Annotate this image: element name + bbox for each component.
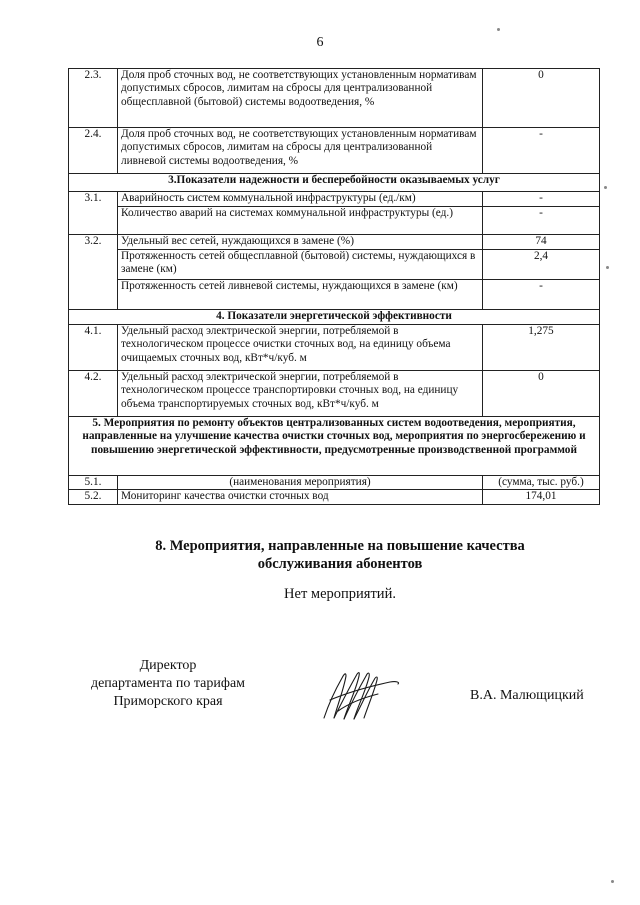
row-text: Доля проб сточных вод, не соответствующих установленным нормативам допустимых сбросов, лимитам на сбросы для централизованной общесплавной (бытовой) системы водоотведения, % [118,69,483,128]
row-value: - [483,280,600,310]
table-row [69,69,600,128]
row-value: 174,01 [483,490,600,504]
row-number: 3.2. [69,235,118,310]
row-value: - [483,207,600,235]
scan-speck [497,28,500,31]
section-row [69,417,600,476]
row-value: 0 [483,371,600,417]
signer-name: В.А. Малющицкий [470,688,584,703]
signer-title-line1: Директор [139,658,197,673]
section8-heading-line1: 8. Мероприятия, направленные на повышение качества [155,538,525,554]
row-text: Удельный вес сетей, нуждающихся в замене (%) [118,235,483,250]
row-text: (наименования мероприятия) [118,476,483,490]
table-row [69,371,600,417]
table-row [69,476,600,490]
section-row [69,310,600,325]
row-text: Удельный расход электрической энергии, потребляемой в технологическом процессе транспортировки сточных вод, на единицу объема транспортируемых сточных вод, кВт*ч/куб. м [118,371,483,417]
indicators-table [68,68,600,505]
row-text: Аварийность систем коммунальной инфраструктуры (ед./км) [118,192,483,207]
row-text: Протяженность сетей ливневой системы, нуждающихся в замене (км) [118,280,483,310]
section-heading: 3.Показатели надежности и бесперебойности оказываемых услуг [69,174,600,192]
row-value: (сумма, тыс. руб.) [483,476,600,490]
table-row [69,250,600,280]
row-text: Количество аварий на системах коммунальной инфраструктуры (ед.) [118,207,483,235]
handwritten-signature [318,664,404,724]
table-row [69,490,600,504]
row-number: 4.2. [69,371,118,417]
signer-title [48,657,288,711]
table-row [69,192,600,207]
row-number: 2.3. [69,69,118,128]
row-value: - [483,192,600,207]
section-heading: 4. Показатели энергетической эффективности [69,310,600,325]
row-value: 0 [483,69,600,128]
row-number: 4.1. [69,325,118,371]
section8-body: Нет мероприятий. [284,586,396,602]
table-row [69,280,600,310]
scan-speck [604,186,607,189]
row-value: - [483,128,600,174]
row-number: 2.4. [69,128,118,174]
table-row [69,207,600,235]
section-row [69,174,600,192]
row-text: Протяженность сетей общесплавной (бытовой) системы, нуждающихся в замене (км) [118,250,483,280]
section8-heading-line2: обслуживания абонентов [257,556,423,572]
row-number: 5.1. [69,476,118,490]
row-text: Удельный расход электрической энергии, потребляемой в технологическом процессе очистки сточных вод, на единицу объема очищаемых сточных вод, кВт*ч/куб. м [118,325,483,371]
row-text: Доля проб сточных вод, не соответствующих установленным нормативам допустимых сбросов, лимитам на сбросы для централизованной ливневой системы водоотведения, % [118,128,483,174]
row-value: 2,4 [483,250,600,280]
table-row [69,128,600,174]
scan-speck [606,266,609,269]
section-heading: 5. Мероприятия по ремонту объектов централизованных систем водоотведения, мероприятия, направленные на улучшение качества очистки сточных вод, мероприятия по энергосбережению и повышению энергетической эффективности, предусмотренные производственной программой [69,417,600,476]
row-text: Мониторинг качества очистки сточных вод [118,490,483,504]
signer-title-line2: департамента по тарифам [90,676,246,691]
row-value: 1,275 [483,325,600,371]
table-row [69,235,600,250]
page-number: 6 [316,35,324,50]
row-number: 5.2. [69,490,118,504]
table-row [69,325,600,371]
signer-title-line3: Приморского края [113,694,223,709]
scan-speck [611,880,614,883]
section8-heading [0,537,640,573]
row-value: 74 [483,235,600,250]
row-number: 3.1. [69,192,118,235]
